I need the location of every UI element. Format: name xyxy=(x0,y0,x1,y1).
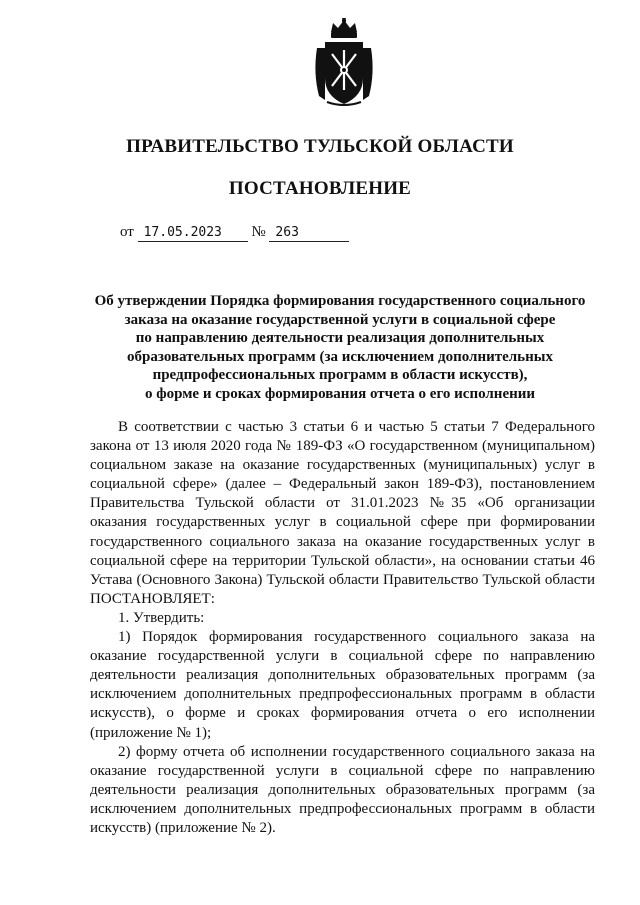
title-line: заказа на оказание государственной услуги в социальной сфере xyxy=(124,311,556,328)
clause-1-1-paragraph: 1) Порядок формирования государственного социального заказа на оказание государственной услуги в социальной сфере по направлению деятельности реализация дополнительных образовательных программ (за исключением дополнительных предпрофессиональных программ в области искусств), о форме и сроках формирования отчета о его исполнении (приложение № 1); xyxy=(90,629,595,741)
title-line: по направлению деятельности реализация дополнительных xyxy=(135,330,545,347)
coat-of-arms-icon xyxy=(311,18,377,108)
title-line: о форме и сроках формирования отчета о его исполнении xyxy=(144,385,536,402)
organization-title: ПРАВИТЕЛЬСТВО ТУЛЬСКОЙ ОБЛАСТИ xyxy=(126,136,514,157)
clause-1-2-paragraph: 2) форму отчета об исполнении государственного социального заказа на оказание государственной услуги в социальной сфере по направлению деятельности реализация дополнительных образовательных программ (за исключением дополнительных предпрофессиональных программ в области искусств) (приложение № 2). xyxy=(90,743,595,836)
title-line: предпрофессиональных программ в области искусств), xyxy=(152,367,528,384)
resolution-title xyxy=(80,292,600,404)
title-line: образовательных программ (за исключением дополнительных xyxy=(127,348,553,365)
document-type-title: ПОСТАНОВЛЕНИЕ xyxy=(228,178,412,199)
resolution-body xyxy=(90,418,595,838)
date-label: от xyxy=(120,224,134,240)
number-label: № xyxy=(251,224,266,240)
document-meta xyxy=(120,224,349,242)
document-number: 263 xyxy=(269,225,349,242)
clause-1-paragraph: 1. Утвердить: xyxy=(118,609,205,626)
title-line: Об утверждении Порядка формирования государственного социального xyxy=(94,293,586,309)
preamble-paragraph: В соответствии с частью 3 статьи 6 и частью 5 статьи 7 Федерального закона от 13 июля 2020 года № 189-ФЗ «О государственном (муниципальном) социальном заказе на оказание государственных (муниципальных) услуг в социальной сфере» (далее – Федеральный закон 189-ФЗ), постановлением Правительства Тульской области от 31.01.2023 №35 «Об организации оказания государственных услуг в социальной сфере при формировании государственного социального заказа на оказание государственных услуг в социальной сфере на территории Тульской области», на основании статьи 46 Устава (Основного Закона) Тульской области Правительство Тульской области ПОСТАНОВЛЯЕТ: xyxy=(90,419,595,607)
document-date: 17.05.2023 xyxy=(138,225,248,242)
